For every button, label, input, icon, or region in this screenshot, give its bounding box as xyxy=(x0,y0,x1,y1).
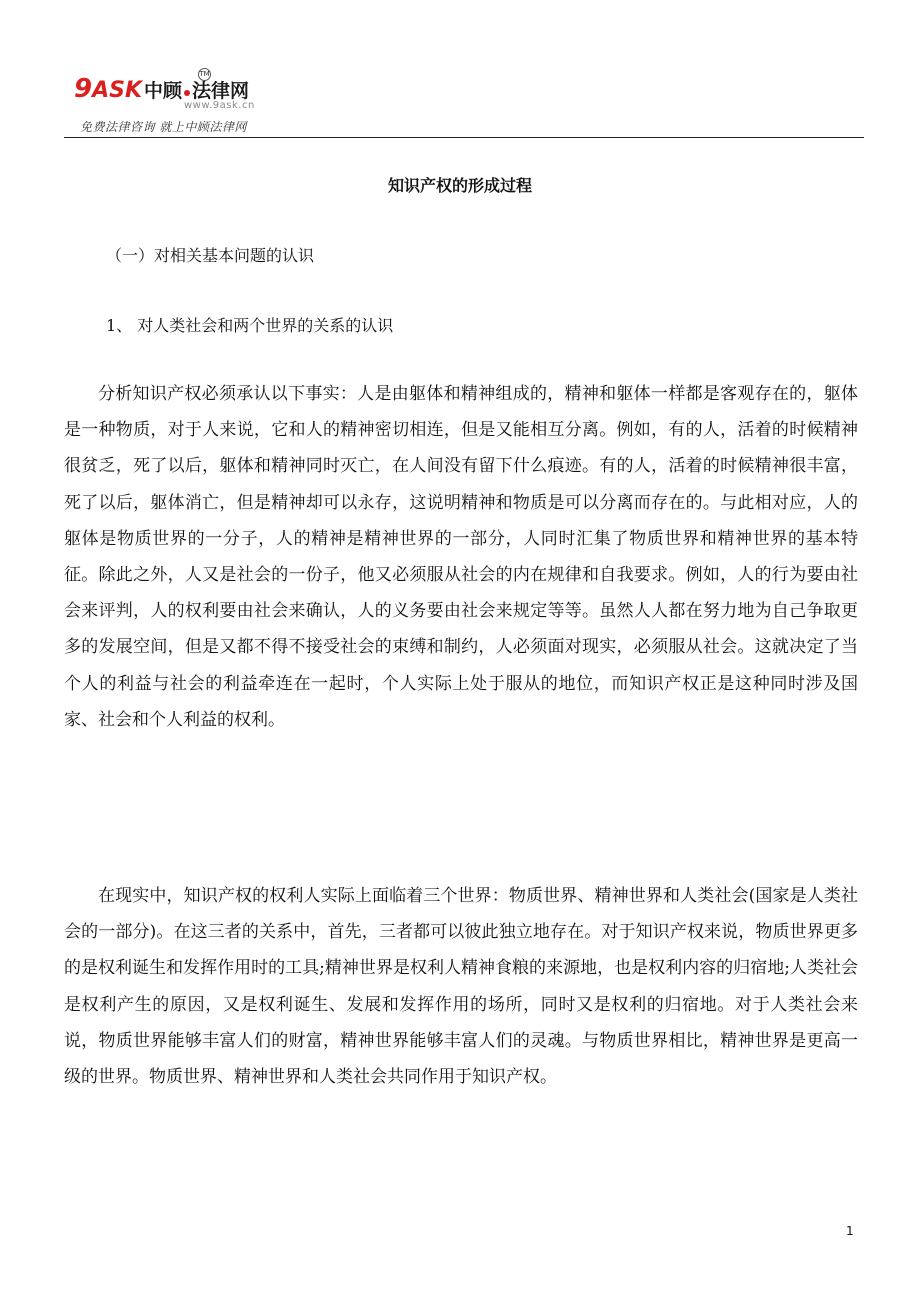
header-slogan: 免费法律咨询 就上中顾法律网 xyxy=(80,120,247,134)
document-title: 知识产权的形成过程 xyxy=(387,176,532,195)
page-header xyxy=(64,70,864,138)
subsection-heading: 1、 对人类社会和两个世界的关系的认识 xyxy=(106,316,394,335)
logo-url: www.9ask.cn xyxy=(184,100,255,111)
trademark-badge: TM xyxy=(198,68,211,81)
logo-dot-icon xyxy=(184,90,190,96)
body-paragraph-1: 分析知识产权必须承认以下事实：人是由躯体和精神组成的，精神和躯体一样都是客观存在的，躯体是一种物质，对于人来说，它和人的精神密切相连，但是又能相互分离。例如，有的人，活着的时候精神很贫乏，死了以后，躯体和精神同时灭亡，在人间没有留下什么痕迹。有的人，活着的时候精神很丰富，死了以后，躯体消亡，但是精神却可以永存，这说明精神和物质是可以分离而存在的。与此相对应，人的躯体是物质世界的一分子，人的精神是精神世界的一部分，人同时汇集了物质世界和精神世界的基本特征。除此之外，人又是社会的一份子，他又必须服从社会的内在规律和自我要求。例如，人的行为要由社会来评判，人的权利要由社会来确认，人的义务要由社会来规定等等。虽然人人都在努力地为自己争取更多的发展空间，但是又都不得不接受社会的束缚和制约，人必须面对现实，必须服从社会。这就决定了当个人的利益与社会的利益牵连在一起时，个人实际上处于服从的地位，而知识产权正是这种同时涉及国家、社会和个人利益的权利。 xyxy=(64,384,858,730)
body-paragraph-2: 在现实中，知识产权的权利人实际上面临着三个世界：物质世界、精神世界和人类社会(国家是人类社会的一部分)。在这三者的关系中，首先，三者都可以彼此独立地存在。对于知识产权来说，物质世界更多的是权利诞生和发挥作用时的工具;精神世界是权利人精神食粮的来源地，也是权利内容的归宿地;人类社会是权利产生的原因，又是权利诞生、发展和发挥作用的场所，同时又是权利的归宿地。对于人类社会来说，物质世界能够丰富人们的财富，精神世界能够丰富人们的灵魂。与物质世界相比，精神世界是更高一级的世界。物质世界、精神世界和人类社会共同作用于知识产权。 xyxy=(64,886,858,1088)
logo-digit: 9 xyxy=(74,74,93,104)
header-divider xyxy=(64,137,864,138)
section-heading: （一）对相关基本问题的认识 xyxy=(106,246,315,265)
site-logo[interactable] xyxy=(74,70,274,118)
page-number: 1 xyxy=(846,1224,854,1238)
logo-chinese-1: 中顾 xyxy=(144,80,183,102)
logo-chinese-2: 法律网 xyxy=(192,80,250,102)
logo-ask: ASK xyxy=(92,78,143,103)
